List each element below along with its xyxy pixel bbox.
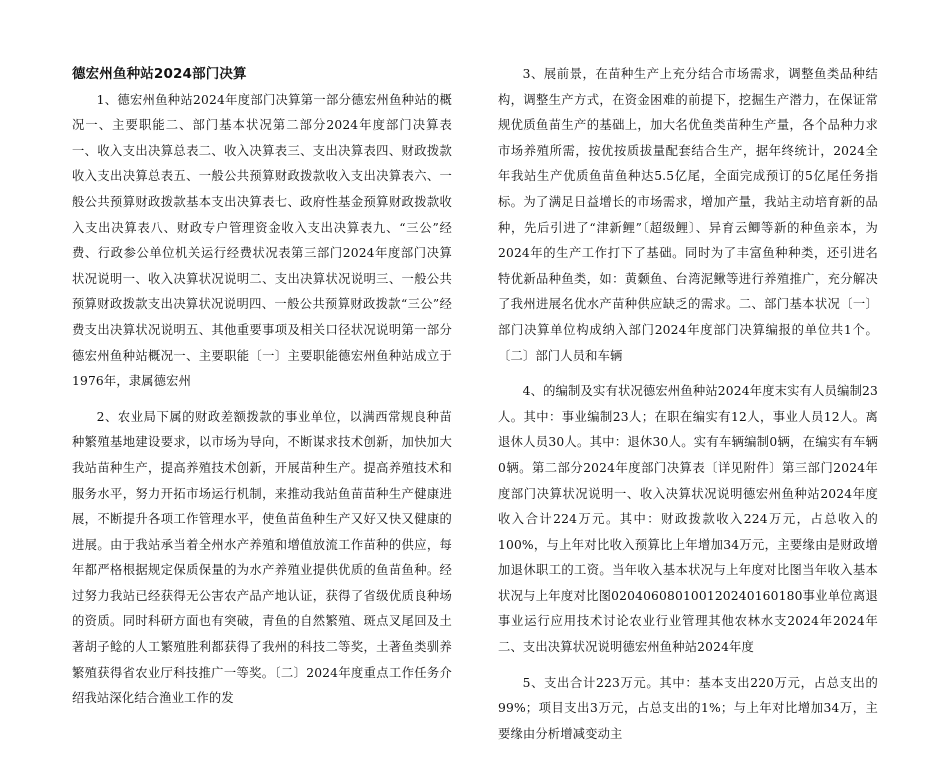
right-column: [498, 62, 878, 757]
paragraph-1: 1、德宏州鱼种站2024年度部门决算第一部分德宏州鱼种站的概况一、主要职能二、部门基本状况第二部分2024年度部门决算表一、收入支出决算总表二、收入决算表三、支出决算表四、财政拨款收入支出决算总表五、一般公共预算财政拨款收入支出决算表六、一般公共预算财政拨款基本支出决算表七、政府性基金预算财政拨款收入支出决算表八、财政专户管理资金收入支出决算表九、“三公”经费、行政参公单位机关运行经费状况表第三部门2024年度部门决算状况说明一、收入决算状况说明二、支出决算状况说明三、一般公共预算财政拨款支出决算状况说明四、一般公共预算财政拨款“三公”经费支出决算状况说明五、其他重要事项及相关口径状况说明第一部分德宏州鱼种站概况一、主要职能〔一〕主要职能德宏州鱼种站成立于1976年，隶属德宏州: [72, 92, 452, 389]
document-title: 德宏州鱼种站2024部门决算: [72, 66, 247, 82]
paragraph-5: 5、支出合计223万元。其中：基本支出220万元，占总支出的99%；项目支出3万元，占总支出的1%；与上年对比增加34万，主要缘由分析增减变动主: [498, 675, 878, 741]
left-column: [72, 62, 452, 722]
paragraph-4: 4、的编制及实有状况德宏州鱼种站2024年度末实有人员编制23人。其中：事业编制23人；在职在编实有12人，事业人员12人。离退休人员30人。其中：退休30人。实有车辆编制0辆，在编实有车辆0辆。第二部分2024年度部门决算表〔详见附件〕第三部门2024年度部门决算状况说明一、收入决算状况说明德宏州鱼种站2024年度收入合计224万元。其中：财政拨款收入224万元，占总收入的100%，与上年对比收入预算比上年增加34万元，主要缘由是财政增加退休职工的工资。当年收入基本状况与上年度对比图当年收入基本状况与上年度对比图020406080100120240160180事业单位离退事业运行应用技术讨论农业行业管理其他农林水支2024年2024年二、支出决算状况说明德宏州鱼种站2024年度: [498, 384, 878, 655]
paragraph-3: 3、展前景，在苗种生产上充分结合市场需求，调整鱼类品种结构，调整生产方式，在资金困难的前提下，挖掘生产潜力，在保证常规优质鱼苗生产的基础上，加大名优鱼类苗种生产量，各个品种力求市场养殖所需，按优按质拔量配套结合生产，据年终统计，2024全年我站生产优质鱼苗鱼种达5.5亿尾，全面完成预订的5亿尾任务指标。为了满足日益增长的市场需求，增加产量，我站主动培育新的品种，先后引进了“津新鲤”〔超级鲤〕、异育云鲫等新的种鱼亲本，为2024年的生产工作打下了基础。同时为了丰富鱼种种类，还引进名特优新品种鱼类，如：黄颡鱼、台湾泥鳅等进行养殖推广，充分解决了我州进展名优水产苗种供应缺乏的需求。二、部门基本状况〔一〕部门决算单位构成纳入部门2024年度部门决算编报的单位共1个。〔二〕部门人员和车辆: [498, 67, 878, 363]
paragraph-2: 2、农业局下属的财政差额拨款的事业单位，以满西常规良种苗种繁殖基地建设要求，以市场为导向，不断谋求技术创新，加快加大我站苗种生产，提高养殖技术创新，开展苗种生产。提高养殖技术和服务水平，努力开拓市场运行机制，来推动我站鱼苗苗种生产健康进展，不断提升各项工作管理水平，使鱼苗鱼种生产又好又快又健康的进展。由于我站承当着全州水产养殖和增值放流工作苗种的供应，每年都严格根据规定保质保量的为水产养殖业提供优质的鱼苗鱼种。经过努力我站已经获得无公害农产品产地认证，获得了省级优质良种场的资质。同时科研方面也有突破，青鱼的自然繁殖、斑点叉尾回及土著胡子鲶的人工繁殖胜利都获得了我州的科技二等奖，土著鱼类驯养繁殖获得省农业厅科技推广一等奖。〔二〕2024年度重点工作任务介绍我站深化结合渔业工作的发: [72, 409, 452, 706]
